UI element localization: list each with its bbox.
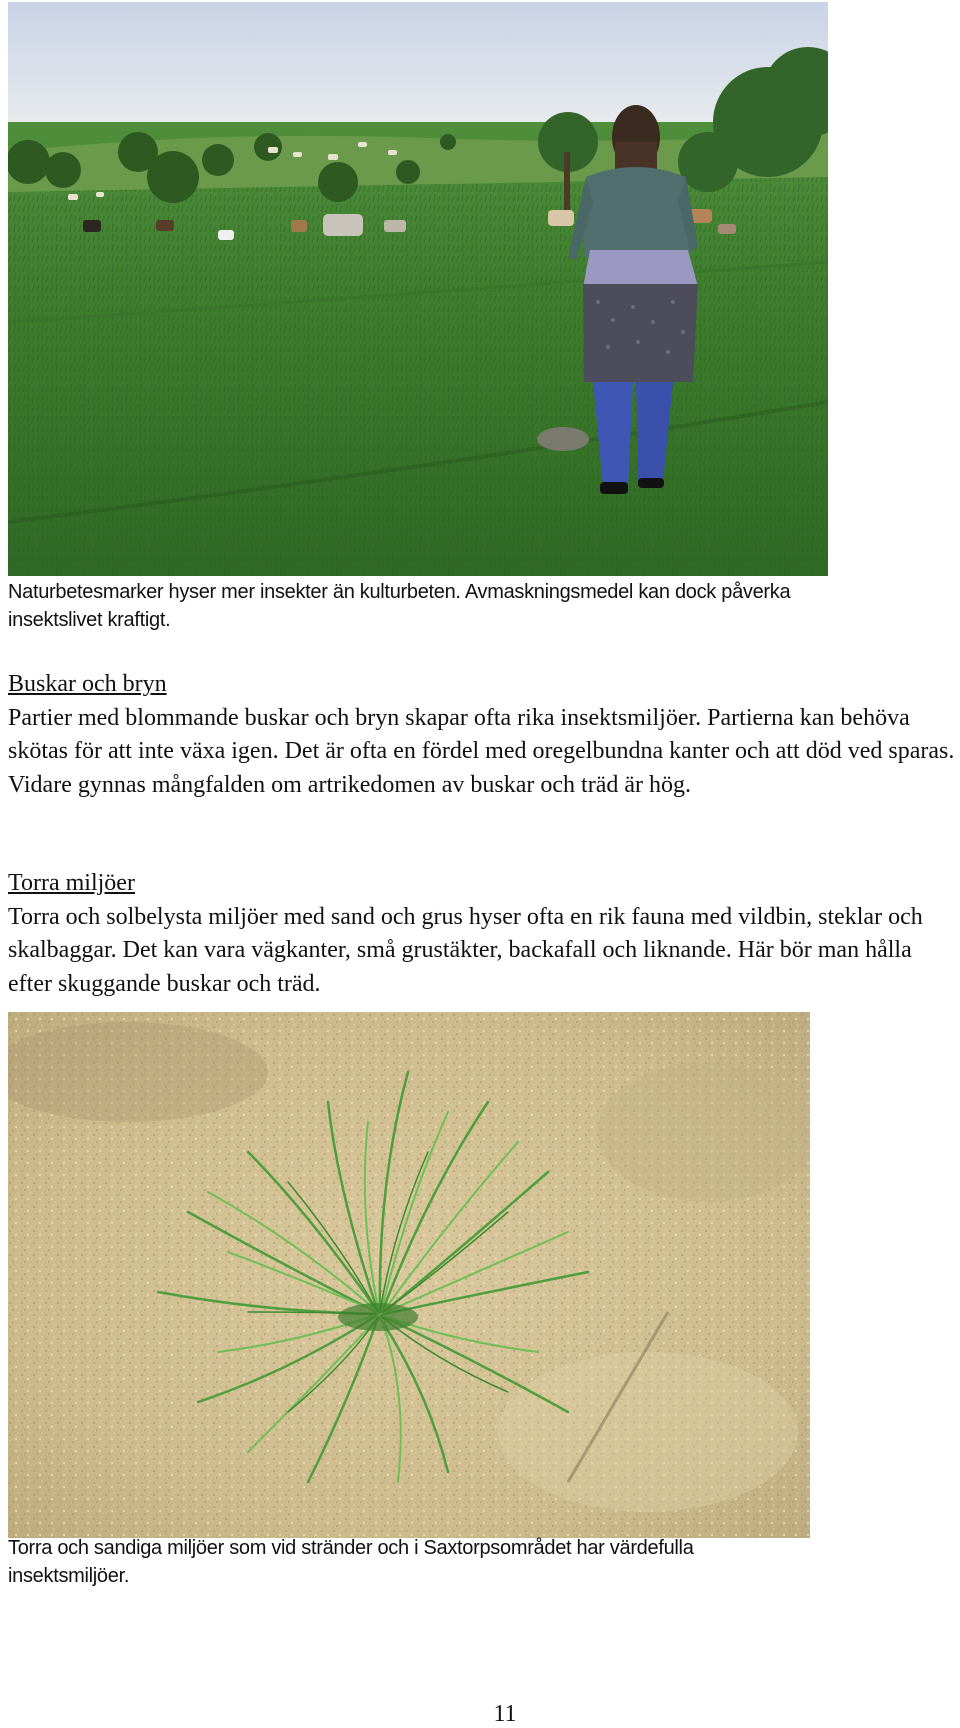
section-torra-miljoer [8, 867, 958, 1001]
page-number: 11 [493, 1701, 517, 1727]
section-body: Torra och solbelysta miljöer med sand och grus hyser ofta en rik fauna med vildbin, steklar och skalbaggar. Det kan vara vägkanter, små grustäkter, backafall och liknande. Här bör man hålla efter skuggande buskar och träd. [8, 903, 923, 997]
section-buskar-och-bryn [8, 668, 958, 802]
pasture-photo [8, 2, 828, 576]
figure-caption: Naturbetesmarker hyser mer insekter än kulturbeten. Avmaskningsmedel kan dock påverka insektslivet kraftigt. [8, 581, 791, 631]
sand-grass-photo [8, 1012, 810, 1538]
section-body: Partier med blommande buskar och bryn skapar ofta rika insektsmiljöer. Partierna kan behöva skötas för att inte växa igen. Det är ofta en fördel med oregelbundna kanter och att död ved sparas. Vidare gynnas mångfalden om artrikedomen av buskar och träd är hög. [8, 704, 955, 798]
section-heading: Torra miljöer [8, 870, 135, 896]
figure-caption: Torra och sandiga miljöer som vid stränder och i Saxtorpsområdet har värdefulla insektsmiljöer. [8, 1537, 694, 1587]
section-heading: Buskar och bryn [8, 671, 167, 697]
